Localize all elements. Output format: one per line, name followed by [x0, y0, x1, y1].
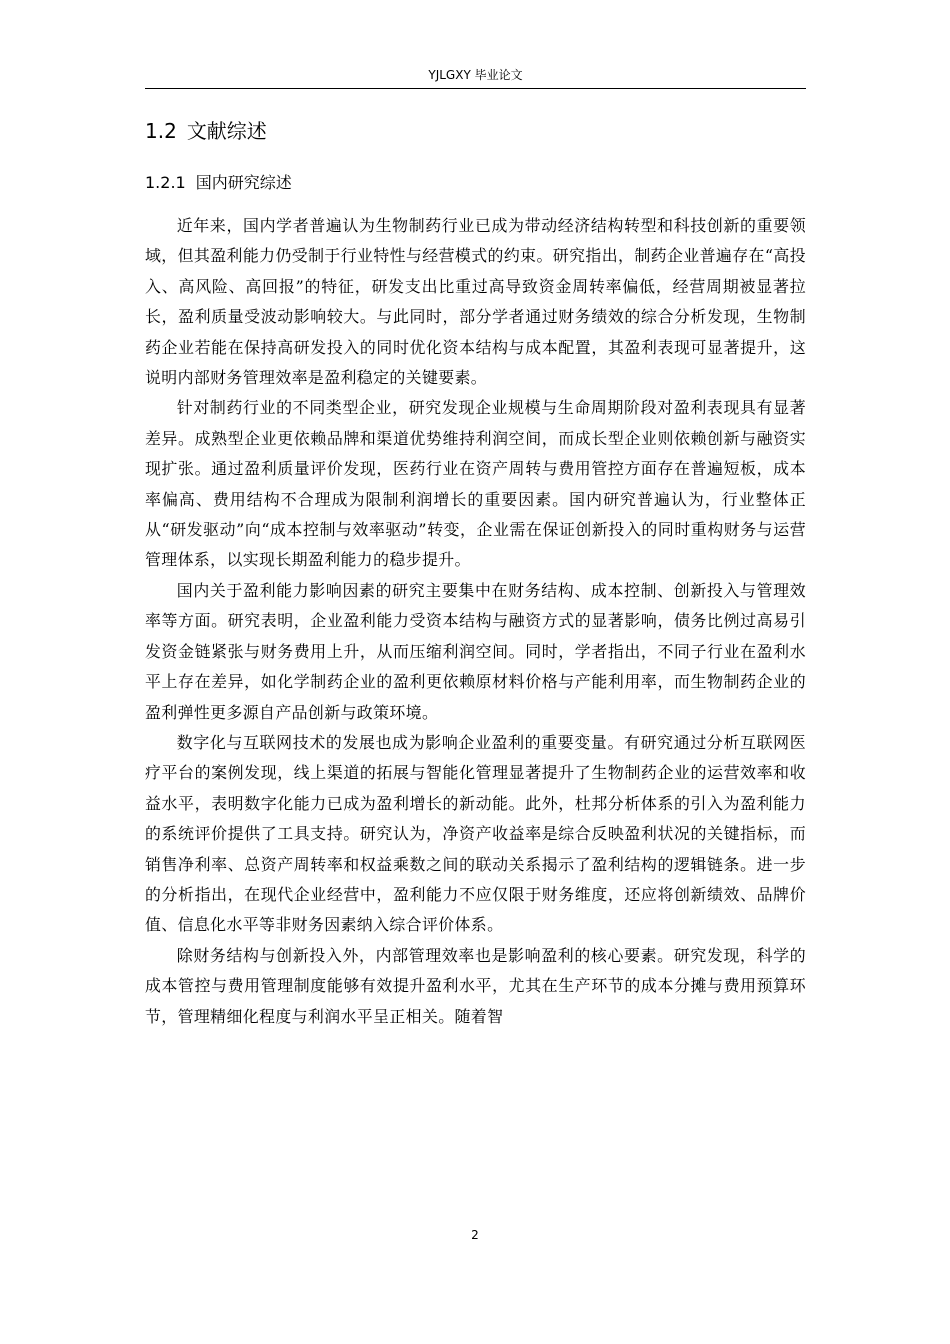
page-header-text: YJLGXY 毕业论文 — [428, 68, 523, 82]
paragraph: 近年来，国内学者普遍认为生物制药行业已成为带动经济结构转型和科技创新的重要领域，但其盈利能力仍受制于行业特性与经营模式的约束。研究指出，制药企业普遍存在“高投入、高风险、高回报”的特征，研发支出比重过高导致资金周转率偏低，经营周期被显著拉长，盈利质量受波动影响较大。与此同时，部分学者通过财务绩效的综合分析发现，生物制药企业若能在保持高研发投入的同时优化资本结构与成本配置，其盈利表现可显著提升，这说明内部财务管理效率是盈利稳定的关键要素。 — [145, 216, 806, 388]
subsection-title: 国内研究综述 — [195, 173, 292, 192]
paragraph: 数字化与互联网技术的发展也成为影响企业盈利的重要变量。有研究通过分析互联网医疗平台的案例发现，线上渠道的拓展与智能化管理显著提升了生物制药企业的运营效率和收益水平，表明数字化能力已成为盈利增长的新动能。此外，杜邦分析体系的引入为盈利能力的系统评价提供了工具支持。研究认为，净资产收益率是综合反映盈利状况的关键指标，而销售净利率、总资产周转率和权益乘数之间的联动关系揭示了盈利结构的逻辑链条。进一步的分析指出，在现代企业经营中，盈利能力不应仅限于财务维度，还应将创新绩效、品牌价值、信息化水平等非财务因素纳入综合评价体系。 — [145, 732, 806, 935]
page-number: 2 — [471, 1228, 479, 1242]
subsection-number: 1.2.1 — [145, 173, 186, 192]
subsection-heading — [145, 170, 292, 196]
paragraph: 除财务结构与创新投入外，内部管理效率也是影响盈利的核心要素。研究发现，科学的成本管控与费用管理制度能够有效提升盈利水平，尤其在生产环节的成本分摊与费用预算环节，管理精细化程度与利润水平呈正相关。随着智 — [145, 945, 806, 1026]
paragraph: 国内关于盈利能力影响因素的研究主要集中在财务结构、成本控制、创新投入与管理效率等方面。研究表明，企业盈利能力受资本结构与融资方式的显著影响，债务比例过高易引发资金链紧张与财务费用上升，从而压缩利润空间。同时，学者指出，不同子行业在盈利水平上存在差异，如化学制药企业的盈利更依赖原材料价格与产能利用率，而生物制药企业的盈利弹性更多源自产品创新与政策环境。 — [145, 580, 806, 722]
section-title: 文献综述 — [186, 119, 267, 143]
section-heading — [145, 116, 267, 146]
section-number: 1.2 — [145, 119, 177, 143]
page-header — [145, 64, 806, 89]
body-text — [145, 211, 806, 1032]
paragraph: 针对制药行业的不同类型企业，研究发现企业规模与生命周期阶段对盈利表现具有显著差异。成熟型企业更依赖品牌和渠道优势维持利润空间，而成长型企业则依赖创新与融资实现扩张。通过盈利质量评价发现，医药行业在资产周转与费用管控方面存在普遍短板，成本率偏高、费用结构不合理成为限制利润增长的重要因素。国内研究普遍认为，行业整体正从“研发驱动”向“成本控制与效率驱动”转变，企业需在保证创新投入的同时重构财务与运营管理体系，以实现长期盈利能力的稳步提升。 — [145, 398, 806, 570]
